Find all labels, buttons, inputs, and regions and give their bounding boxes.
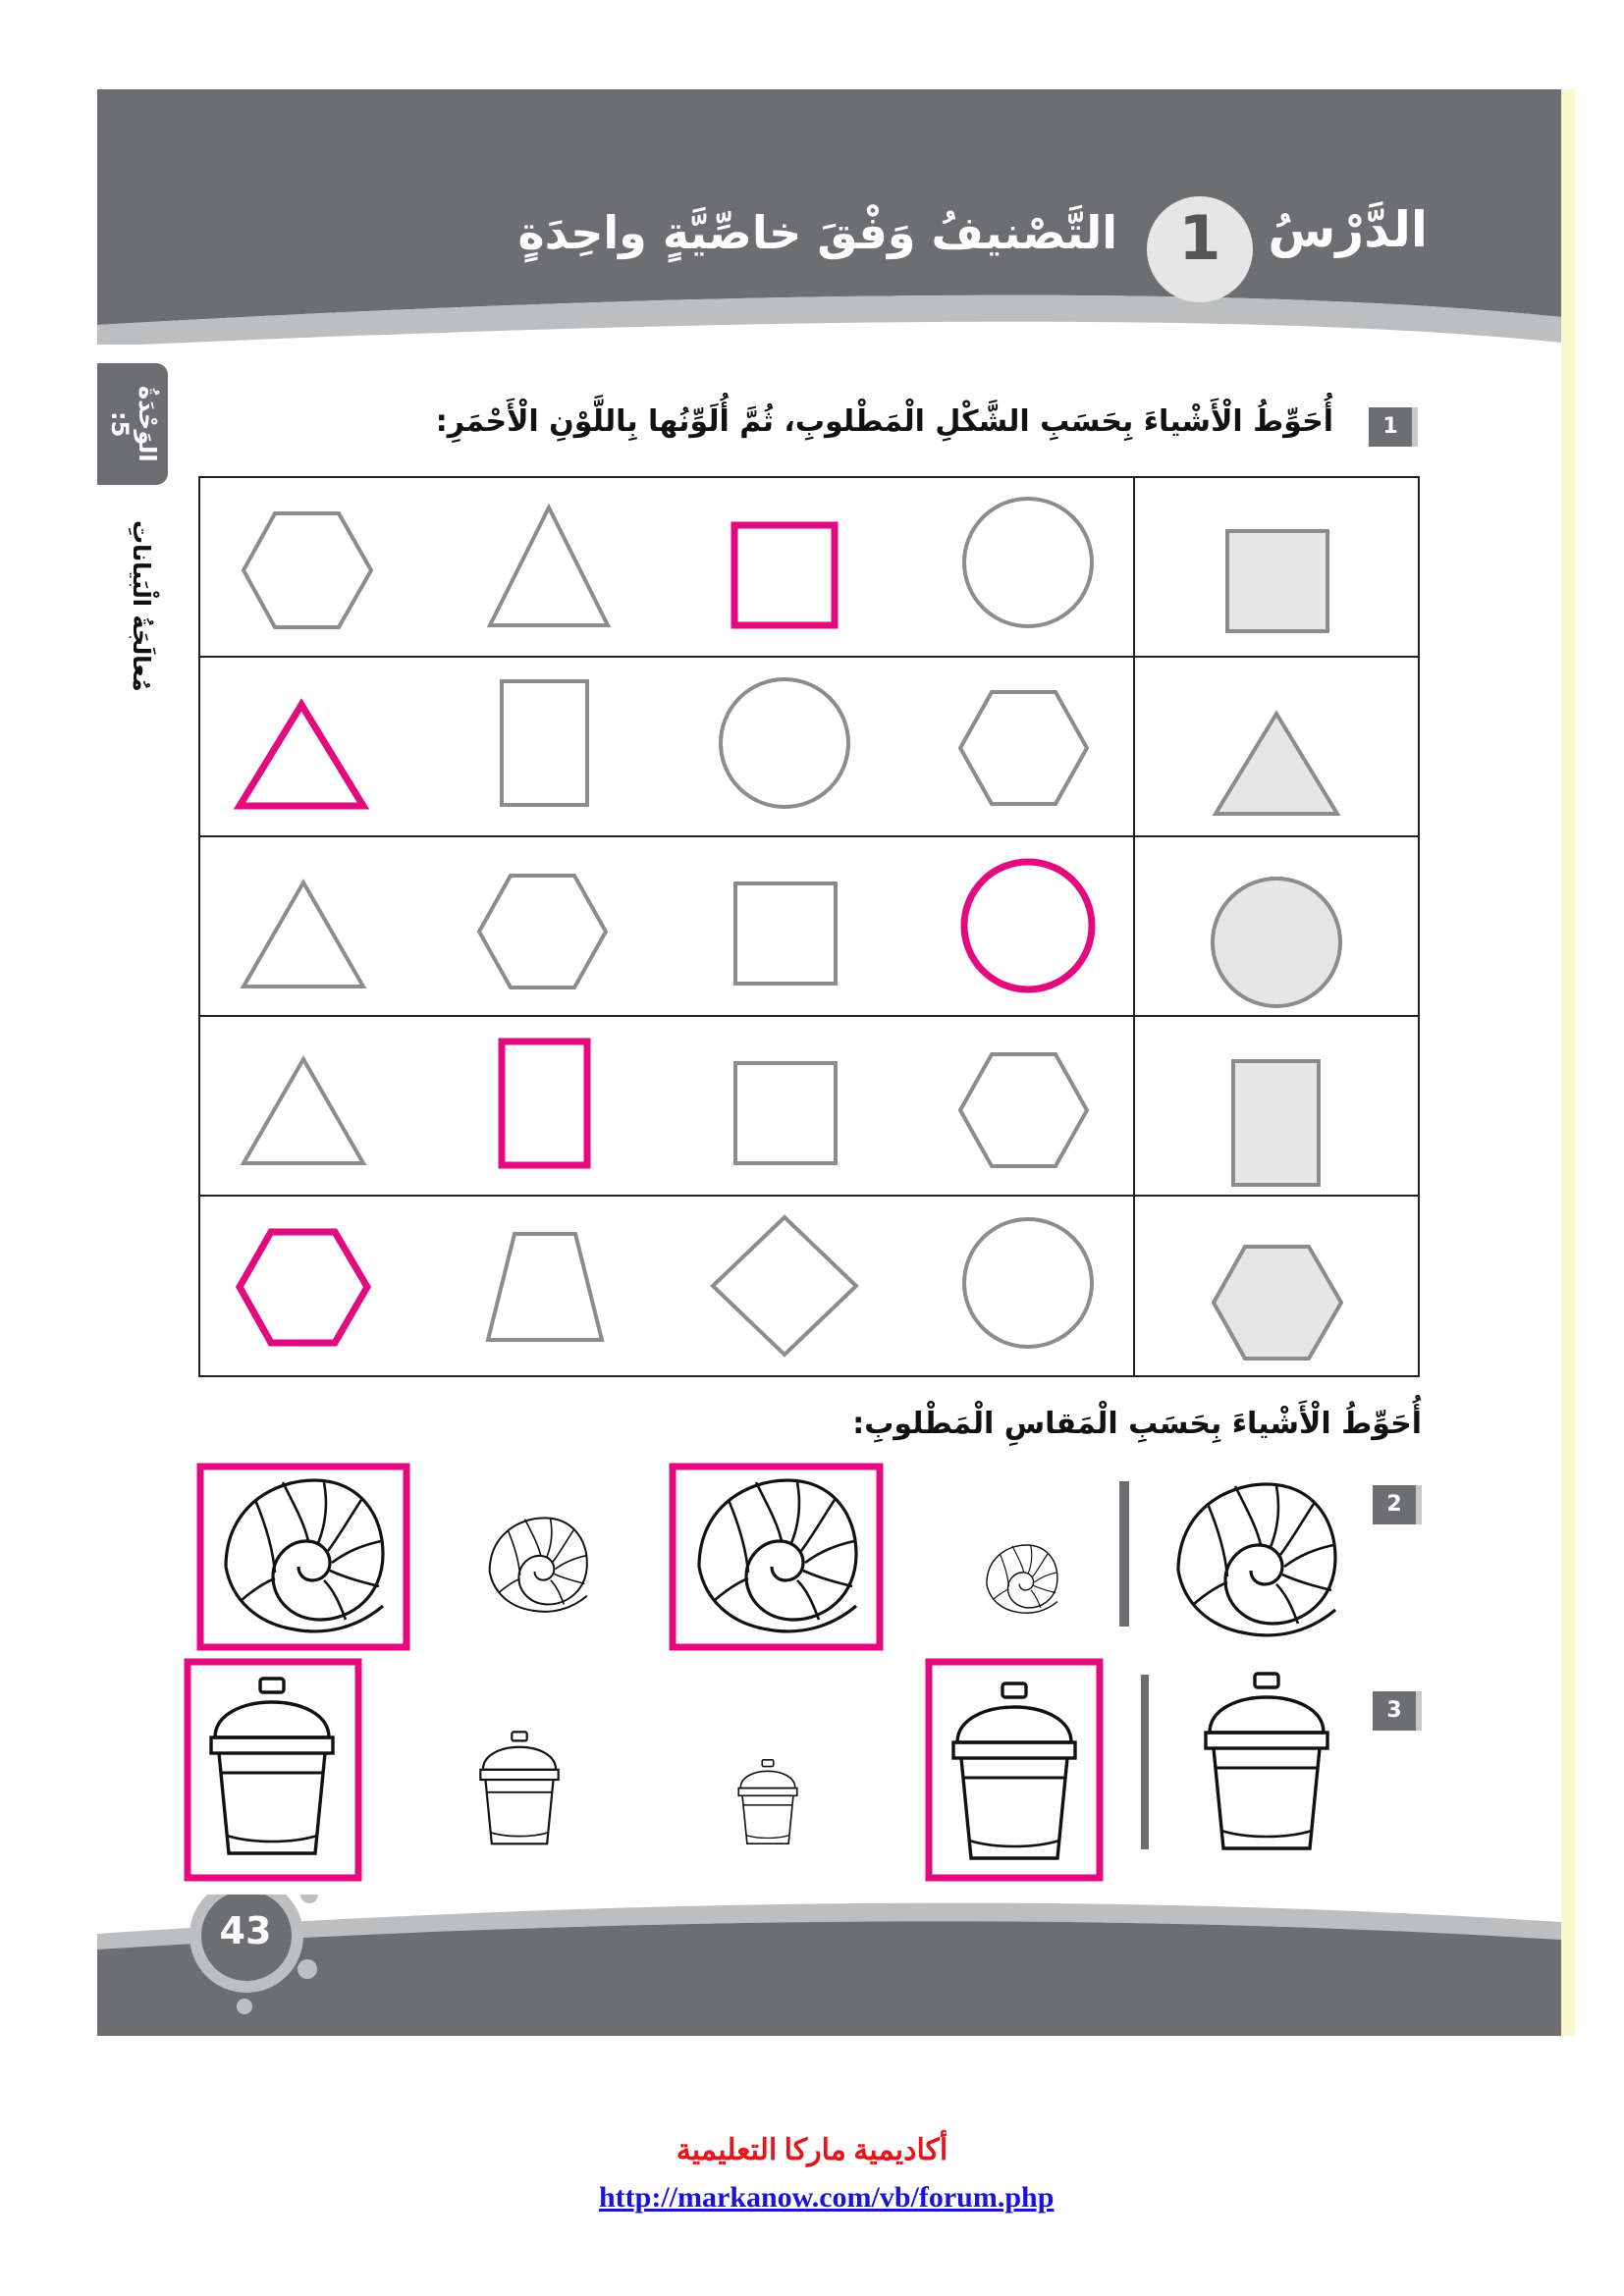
question-2-badge: 2	[1373, 1485, 1416, 1524]
target-square	[1227, 531, 1327, 631]
table-row	[240, 679, 1337, 814]
table-row	[240, 1217, 1341, 1359]
page-number: 43	[219, 1909, 272, 1952]
lesson-title: التَّصْنيفُ وَفْقَ خاصِّيَّةٍ واحِدَةٍ	[517, 206, 1117, 259]
hexagon-shape[interactable]	[479, 876, 606, 988]
diamond-shape[interactable]	[713, 1217, 856, 1355]
question-3-badge: 3	[1373, 1691, 1416, 1731]
table-row	[244, 1041, 1319, 1185]
table-row	[244, 862, 1340, 1006]
triangle-shape[interactable]	[244, 1059, 363, 1163]
circle-shape[interactable]	[964, 1219, 1092, 1347]
page-edge	[1561, 89, 1575, 2036]
circle-shape[interactable]	[721, 679, 848, 807]
rectangle-shape[interactable]	[502, 681, 587, 805]
circle-shape[interactable]	[964, 499, 1092, 626]
question-1-badge: 1	[1369, 407, 1412, 447]
lesson-word: الدَّرْسُ	[1268, 201, 1428, 258]
triangle-shape-marked[interactable]	[240, 705, 363, 806]
target-circle	[1213, 879, 1340, 1006]
square-shape[interactable]	[735, 1063, 836, 1163]
square-shape[interactable]	[735, 883, 836, 984]
question-1-instruction: أُحَوِّطُ الْأَشْياءَ بِحَسَبِ الشَّكْلِ الْمَطْلوبِ، ثُمَّ أُلَوِّنُها بِاللَّوْنِ الْأَحْمَرِ:	[435, 404, 1333, 439]
shape-table	[198, 476, 1420, 1377]
unit-name: مُعالَجَةُ الْبَياناتِ	[128, 520, 155, 692]
triangle-shape[interactable]	[244, 882, 363, 987]
target-triangle	[1216, 714, 1337, 814]
lesson-number: 1	[1178, 202, 1221, 274]
target-rectangle	[1233, 1061, 1319, 1185]
hexagon-shape-marked[interactable]	[240, 1232, 367, 1343]
target-hexagon	[1214, 1247, 1341, 1359]
circle-shape-marked[interactable]	[964, 862, 1092, 989]
hexagon-shape[interactable]	[244, 513, 371, 627]
publisher-link[interactable]: http://markanow.com/vb/forum.php	[599, 2181, 1055, 2214]
square-shape-marked[interactable]	[734, 525, 835, 625]
unit-label: الوَحْدَةُ 5:	[106, 386, 161, 462]
table-row	[244, 499, 1327, 631]
trapezoid-shape[interactable]	[488, 1234, 602, 1340]
hexagon-shape[interactable]	[960, 692, 1087, 804]
publisher-name: أكاديمية ماركا التعليمية	[676, 2134, 948, 2166]
question-2-instruction: أُحَوِّطُ الْأَشْياءَ بِحَسَبِ الْمَقاسِ الْمَطْلوبِ:	[852, 1407, 1422, 1441]
hexagon-shape[interactable]	[960, 1054, 1087, 1166]
rectangle-shape-marked[interactable]	[502, 1041, 587, 1165]
triangle-shape[interactable]	[490, 507, 608, 625]
footer-band	[97, 1895, 1561, 2036]
